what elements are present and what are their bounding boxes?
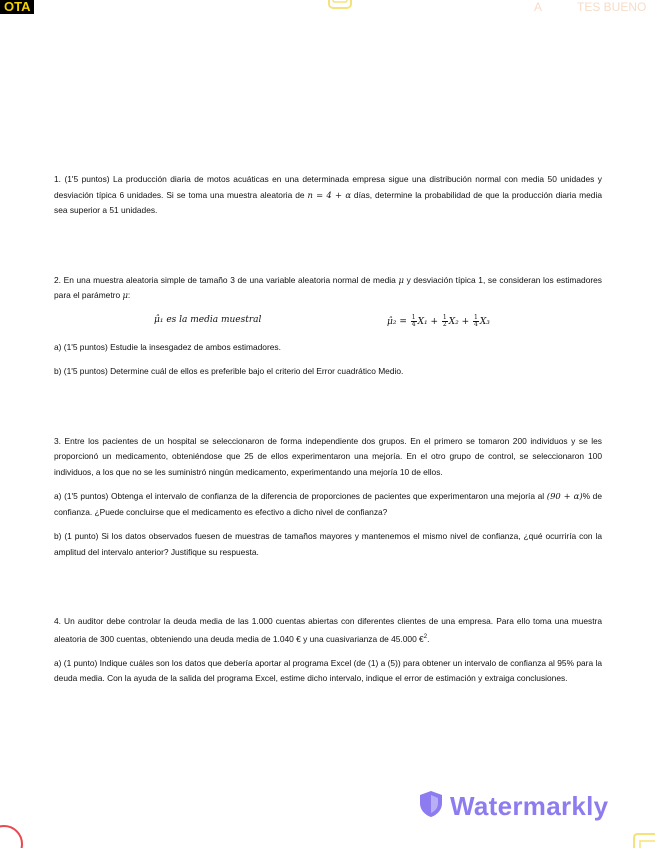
exam-content xyxy=(54,172,602,687)
q2-colon: : xyxy=(127,290,131,300)
estimators-formula-row xyxy=(54,308,602,338)
fraction-1-num: 1 xyxy=(411,313,416,321)
question-4-part-a: a) (1 punto) Indique cuáles son los datos que debería aportar al programa Excel (de (1) a (5)) para obtener un intervalo de confianza al 95% para la deuda media. Con la ayuda de la salida del programa Excel, estime dicho intervalo, indique el error de estimación y extraiga conclusiones. xyxy=(54,657,602,684)
top-yellow-mark xyxy=(327,0,353,17)
estimator-2-x2: X₂ + xyxy=(448,316,470,327)
faint-mid-text: A xyxy=(534,0,543,14)
question-1 xyxy=(54,172,602,219)
fraction-2-num: 1 xyxy=(442,313,447,321)
question-4-intro xyxy=(54,614,602,647)
faint-right-text: TES BUENO xyxy=(577,0,647,14)
estimator-2-x1: X₁ + xyxy=(417,316,438,327)
fraction-3-den: 4 xyxy=(473,320,478,328)
question-2-intro xyxy=(54,273,602,304)
q3a-math: (90 + α) xyxy=(546,491,583,501)
estimator-2-x3: X₃ xyxy=(479,316,490,327)
fraction-2 xyxy=(442,315,448,328)
q4-superscript: 2 xyxy=(423,633,428,640)
question-3-intro: 3. Entre los pacientes de un hospital se seleccionaron de forma independiente dos grupos. En el primero se tomaron 200 individuos y se les proporcionó un medicamento, obteniéndose que 25 de ellos experimentaron una mejoría. En el otro grupo de control, se seleccionaron 100 individuos, a los que no se les suministró ningún medicamento, experimentando una mejoría 10 de ellos. xyxy=(54,435,602,477)
q4-period: . xyxy=(427,633,430,644)
fraction-3-num: 1 xyxy=(473,313,478,321)
fraction-1-den: 4 xyxy=(411,320,416,328)
q1-math: n = 4 + α xyxy=(307,189,351,200)
q3a-text: a) (1'5 puntos) Obtenga el intervalo de confianza de la diferencia de proporciones de pacientes que experimentaron una mejoría al xyxy=(54,491,547,501)
q2-mu-2: μ xyxy=(122,290,128,300)
bottom-right-mark xyxy=(626,824,655,853)
watermark-text: Watermarkly xyxy=(450,791,609,821)
question-2-part-a: a) (1'5 puntos) Estudie la insesgadez de ambos estimadores. xyxy=(54,341,281,352)
estimator-1: μ̂₁ es la media muestral xyxy=(154,314,262,325)
q2-text-mid: y desviación típica 1, se consideran los estimadores para el parámetro xyxy=(54,274,602,300)
q3a-text-end: % de confianza. ¿Puede concluirse que el medicamento es efectivo a dicho nivel de confianza? xyxy=(54,491,602,517)
estimator-2 xyxy=(387,315,490,328)
corner-badge: OTA xyxy=(0,0,34,14)
q4-text: 4. Un auditor debe controlar la deuda media de las 1.000 cuentas abiertas con diferentes clientes de una empresa. Para ello toma una muestra aleatoria de 300 cuentas, obteniendo una deuda media de 1.040 € y una cuasivarianza de 45.000 € xyxy=(54,616,602,644)
fraction-3 xyxy=(473,315,479,328)
fraction-2-den: 2 xyxy=(442,320,447,328)
q2-mu: μ xyxy=(398,274,404,285)
estimator-2-lhs: μ̂₂ = xyxy=(387,316,407,327)
question-2-part-b: b) (1'5 puntos) Determine cuál de ellos es preferible bajo el criterio del Error cuadrático Medio. xyxy=(54,366,404,376)
shield-icon xyxy=(418,790,444,823)
q2-text: 2. En una muestra aleatoria simple de tamaño 3 de una variable aleatoria normal de media xyxy=(54,274,399,285)
q1-text: 1. (1'5 puntos) La producción diaria de motos acuáticas en una determinada empresa sigue una distribución normal con media 50 unidades y desviación típica 6 unidades. Si se toma una muestra aleatoria de xyxy=(54,174,602,200)
q1-text-end: días, determine la probabilidad de que la producción diaria media sea superior a 51 unidades. xyxy=(54,189,602,215)
question-3-part-a xyxy=(54,489,602,520)
watermark-logo xyxy=(418,790,608,823)
fraction-1 xyxy=(411,315,417,328)
question-3-part-b: b) (1 punto) Si los datos observados fuesen de muestras de tamaños mayores y mantenemos el mismo nivel de confianza, ¿qué ocurriría con la amplitud del intervalo anterior? Justifique su respuesta. xyxy=(54,531,602,557)
